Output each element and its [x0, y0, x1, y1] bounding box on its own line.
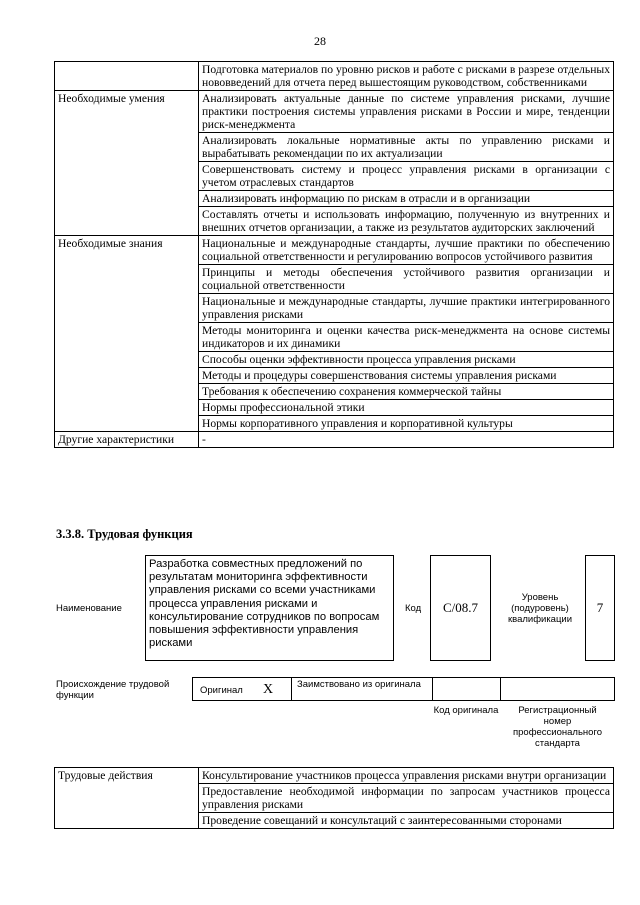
code-label: Код — [405, 603, 422, 614]
skill-item: Анализировать информацию по рискам в отрасли и в организации — [199, 191, 614, 207]
section-heading: 3.3.8. Трудовая функция — [56, 527, 193, 541]
table-row — [55, 768, 614, 784]
table-row — [55, 432, 614, 448]
labor-item: Консультирование участников процесса управления рисками внутри организации — [199, 768, 614, 784]
knowledge-item: Нормы профессиональной этики — [199, 400, 614, 416]
labor-item: Проведение совещаний и консультаций с заинтересованными сторонами — [199, 813, 614, 829]
code-original-caption: Код оригинала — [433, 705, 499, 716]
labor-label: Трудовые действия — [55, 768, 199, 829]
knowledge-item: Методы мониторинга и оценки качества риск-менеджмента на основе системы индикаторов и их динамики — [199, 323, 614, 352]
knowledge-item: Национальные и международные стандарты, лучшие практики интегрированного управления рисками — [199, 294, 614, 323]
knowledge-item: Принципы и методы обеспечения устойчивого развития организации и социальной ответственности — [199, 265, 614, 294]
name-label: Наименование — [56, 603, 122, 614]
labor-actions-table — [54, 767, 614, 829]
other-label: Другие характеристики — [55, 432, 199, 448]
original-label: Оригинал — [200, 685, 243, 696]
skills-label: Необходимые умения — [55, 91, 199, 236]
level-label: Уровень (подуровень) квалификации — [507, 592, 573, 625]
knowledge-item: Нормы корпоративного управления и корпоративной культуры — [199, 416, 614, 432]
divider — [432, 677, 433, 701]
origin-table — [192, 677, 615, 701]
knowledge-label: Необходимые знания — [55, 236, 199, 432]
skill-item: Анализировать локальные нормативные акты по управлению рисками и вырабатывать рекомендации по их актуализации — [199, 133, 614, 162]
table-row — [55, 62, 614, 91]
knowledge-item: Способы оценки эффективности процесса управления рисками — [199, 352, 614, 368]
table-row — [55, 236, 614, 265]
other-value: - — [199, 432, 614, 448]
reg-number-caption: Регистрационный номер профессионального стандарта — [513, 705, 602, 749]
level-value: 7 — [585, 555, 615, 661]
labor-item: Предоставление необходимой информации по запросам участников процесса управления рисками — [199, 784, 614, 813]
divider — [291, 677, 292, 701]
competency-table — [54, 61, 614, 448]
function-name: Разработка совместных предложений по результатам мониторинга эффективности управления рисками со всеми участниками процесса управления рисками и консультирование сотрудников по вопросам повышения эффективности управления рисками — [145, 555, 394, 661]
empty-label-cell — [55, 62, 199, 91]
knowledge-item: Национальные и международные стандарты, лучшие практики по обеспечению социальной ответственности и регулированию вопросов устойчивого развития — [199, 236, 614, 265]
knowledge-item: Требования к обеспечению сохранения коммерческой тайны — [199, 384, 614, 400]
borrowed-label: Заимствовано из оригинала — [297, 679, 421, 690]
code-value: C/08.7 — [430, 555, 491, 661]
divider — [500, 677, 501, 701]
skill-item: Совершенствовать систему и процесс управления рисками в организации с учетом отраслевых стандартов — [199, 162, 614, 191]
skill-item: Составлять отчеты и использовать информацию, полученную из внутренних и внешних отчетов организации, а также из результатов аудиторских заключений — [199, 207, 614, 236]
origin-label: Происхождение трудовой функции — [56, 679, 170, 701]
table-cell: Подготовка материалов по уровню рисков и работе с рисками в разрезе отдельных нововведений для отчета перед вышестоящим руководством, собственниками — [199, 62, 614, 91]
original-mark: X — [263, 682, 274, 697]
knowledge-item: Методы и процедуры совершенствования системы управления рисками — [199, 368, 614, 384]
page-number: 28 — [314, 34, 326, 48]
table-row — [55, 91, 614, 133]
skill-item: Анализировать актуальные данные по системе управления рисками, лучшие практики построения системы управления рисками в России и мире, тенденции риск-менеджмента — [199, 91, 614, 133]
